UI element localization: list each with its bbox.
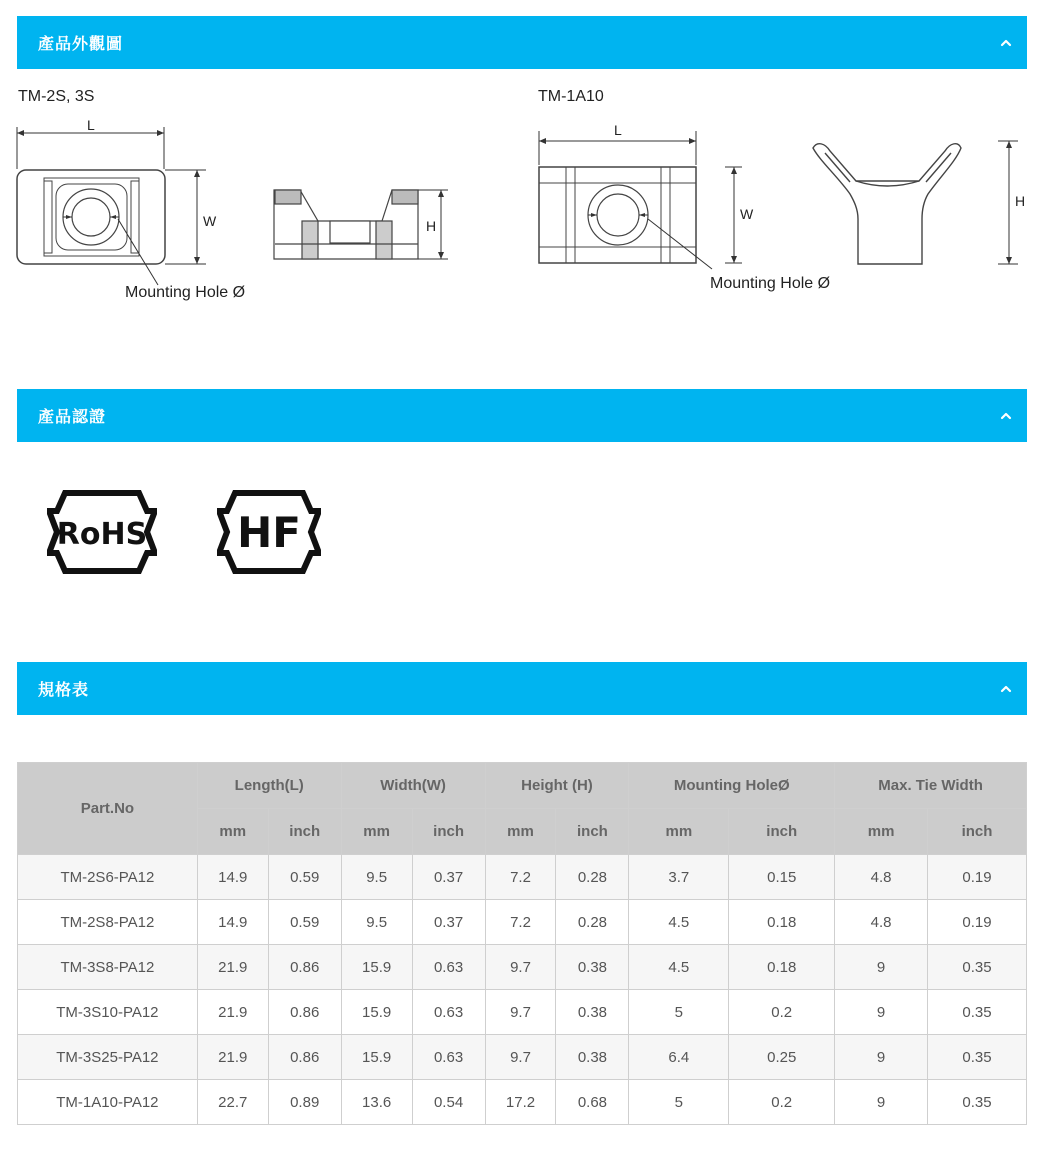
table-row bbox=[18, 990, 1027, 1035]
value-cell: 0.68 bbox=[556, 1080, 629, 1125]
group-header: Mounting HoleØ bbox=[629, 763, 835, 809]
value-cell: 7.2 bbox=[485, 855, 556, 900]
unit-header: mm bbox=[197, 809, 268, 855]
value-cell: 7.2 bbox=[485, 900, 556, 945]
mounting-hole-label: Mounting Hole Ø bbox=[125, 284, 246, 301]
value-cell: 0.37 bbox=[412, 855, 485, 900]
section-title: 產品認證 bbox=[38, 407, 107, 426]
value-cell: 0.63 bbox=[412, 990, 485, 1035]
value-cell: 0.28 bbox=[556, 900, 629, 945]
value-cell: 9 bbox=[835, 990, 928, 1035]
unit-header: mm bbox=[485, 809, 556, 855]
dim-length-label: L bbox=[614, 122, 622, 138]
dim-height-label: H bbox=[426, 218, 437, 234]
value-cell: 15.9 bbox=[341, 990, 412, 1035]
specification-table bbox=[17, 762, 1027, 1125]
part-number-cell: TM-2S6-PA12 bbox=[18, 855, 198, 900]
part-no-header: Part.No bbox=[18, 763, 198, 855]
table-row bbox=[18, 1035, 1027, 1080]
value-cell: 9.7 bbox=[485, 990, 556, 1035]
value-cell: 0.18 bbox=[729, 945, 835, 990]
value-cell: 9 bbox=[835, 1035, 928, 1080]
value-cell: 4.8 bbox=[835, 855, 928, 900]
value-cell: 0.38 bbox=[556, 990, 629, 1035]
diagram-tm-2s-3s bbox=[0, 69, 520, 379]
group-header: Max. Tie Width bbox=[835, 763, 1027, 809]
value-cell: 9.7 bbox=[485, 945, 556, 990]
value-cell: 15.9 bbox=[341, 1035, 412, 1080]
value-cell: 0.19 bbox=[928, 900, 1027, 945]
unit-header: mm bbox=[341, 809, 412, 855]
value-cell: 9.7 bbox=[485, 1035, 556, 1080]
value-cell: 0.89 bbox=[268, 1080, 341, 1125]
chevron-up-icon[interactable] bbox=[999, 409, 1013, 423]
value-cell: 0.86 bbox=[268, 1035, 341, 1080]
value-cell: 0.18 bbox=[729, 900, 835, 945]
value-cell: 0.25 bbox=[729, 1035, 835, 1080]
value-cell: 0.19 bbox=[928, 855, 1027, 900]
dim-length-label: L bbox=[87, 117, 95, 133]
value-cell: 4.5 bbox=[629, 945, 729, 990]
group-header: Width(W) bbox=[341, 763, 485, 809]
group-header: Length(L) bbox=[197, 763, 341, 809]
value-cell: 14.9 bbox=[197, 855, 268, 900]
value-cell: 0.37 bbox=[412, 900, 485, 945]
value-cell: 0.35 bbox=[928, 1080, 1027, 1125]
part-number-cell: TM-3S8-PA12 bbox=[18, 945, 198, 990]
chevron-up-icon[interactable] bbox=[999, 682, 1013, 696]
table-row bbox=[18, 945, 1027, 990]
part-number-cell: TM-3S25-PA12 bbox=[18, 1035, 198, 1080]
value-cell: 0.38 bbox=[556, 945, 629, 990]
unit-header: inch bbox=[268, 809, 341, 855]
table-row bbox=[18, 855, 1027, 900]
section-header-certification[interactable] bbox=[17, 389, 1027, 442]
group-header: Height (H) bbox=[485, 763, 629, 809]
value-cell: 0.59 bbox=[268, 900, 341, 945]
section-header-specifications[interactable] bbox=[17, 662, 1027, 715]
unit-header: mm bbox=[835, 809, 928, 855]
value-cell: 15.9 bbox=[341, 945, 412, 990]
model-label-left: TM-2S, 3S bbox=[18, 88, 95, 105]
value-cell: 0.35 bbox=[928, 1035, 1027, 1080]
value-cell: 0.38 bbox=[556, 1035, 629, 1080]
value-cell: 0.59 bbox=[268, 855, 341, 900]
table-body bbox=[18, 855, 1027, 1125]
unit-header: inch bbox=[556, 809, 629, 855]
part-number-cell: TM-2S8-PA12 bbox=[18, 900, 198, 945]
part-number-cell: TM-3S10-PA12 bbox=[18, 990, 198, 1035]
hf-badge-icon bbox=[217, 487, 321, 577]
value-cell: 0.63 bbox=[412, 945, 485, 990]
dim-height-label: H bbox=[1015, 193, 1026, 209]
chevron-up-icon[interactable] bbox=[999, 36, 1013, 50]
value-cell: 0.35 bbox=[928, 990, 1027, 1035]
value-cell: 21.9 bbox=[197, 990, 268, 1035]
value-cell: 6.4 bbox=[629, 1035, 729, 1080]
value-cell: 9.5 bbox=[341, 900, 412, 945]
unit-header: mm bbox=[629, 809, 729, 855]
rohs-text: RoHS bbox=[56, 517, 148, 552]
section-title: 產品外觀圖 bbox=[38, 34, 124, 53]
value-cell: 5 bbox=[629, 990, 729, 1035]
value-cell: 21.9 bbox=[197, 1035, 268, 1080]
unit-header: inch bbox=[412, 809, 485, 855]
value-cell: 9 bbox=[835, 1080, 928, 1125]
value-cell: 0.54 bbox=[412, 1080, 485, 1125]
value-cell: 0.2 bbox=[729, 1080, 835, 1125]
value-cell: 22.7 bbox=[197, 1080, 268, 1125]
hf-text: HF bbox=[237, 508, 301, 557]
value-cell: 21.9 bbox=[197, 945, 268, 990]
value-cell: 0.15 bbox=[729, 855, 835, 900]
diagram-tm-1a10 bbox=[520, 69, 1040, 379]
section-header-appearance[interactable] bbox=[17, 16, 1027, 69]
unit-header: inch bbox=[729, 809, 835, 855]
table-row bbox=[18, 900, 1027, 945]
value-cell: 0.63 bbox=[412, 1035, 485, 1080]
part-number-cell: TM-1A10-PA12 bbox=[18, 1080, 198, 1125]
dim-width-label: W bbox=[740, 206, 754, 222]
value-cell: 17.2 bbox=[485, 1080, 556, 1125]
value-cell: 0.86 bbox=[268, 990, 341, 1035]
value-cell: 14.9 bbox=[197, 900, 268, 945]
value-cell: 9 bbox=[835, 945, 928, 990]
value-cell: 0.2 bbox=[729, 990, 835, 1035]
appearance-diagrams bbox=[0, 69, 1050, 379]
mounting-hole-label: Mounting Hole Ø bbox=[710, 275, 831, 292]
value-cell: 0.35 bbox=[928, 945, 1027, 990]
unit-header: inch bbox=[928, 809, 1027, 855]
value-cell: 4.8 bbox=[835, 900, 928, 945]
value-cell: 0.28 bbox=[556, 855, 629, 900]
certification-logos bbox=[0, 442, 1050, 662]
value-cell: 13.6 bbox=[341, 1080, 412, 1125]
value-cell: 5 bbox=[629, 1080, 729, 1125]
model-label-right: TM-1A10 bbox=[538, 88, 604, 105]
table-row bbox=[18, 1080, 1027, 1125]
section-title: 規格表 bbox=[38, 680, 90, 699]
rohs-badge-icon bbox=[47, 487, 157, 577]
value-cell: 3.7 bbox=[629, 855, 729, 900]
value-cell: 4.5 bbox=[629, 900, 729, 945]
value-cell: 9.5 bbox=[341, 855, 412, 900]
dim-width-label: W bbox=[203, 213, 217, 229]
value-cell: 0.86 bbox=[268, 945, 341, 990]
